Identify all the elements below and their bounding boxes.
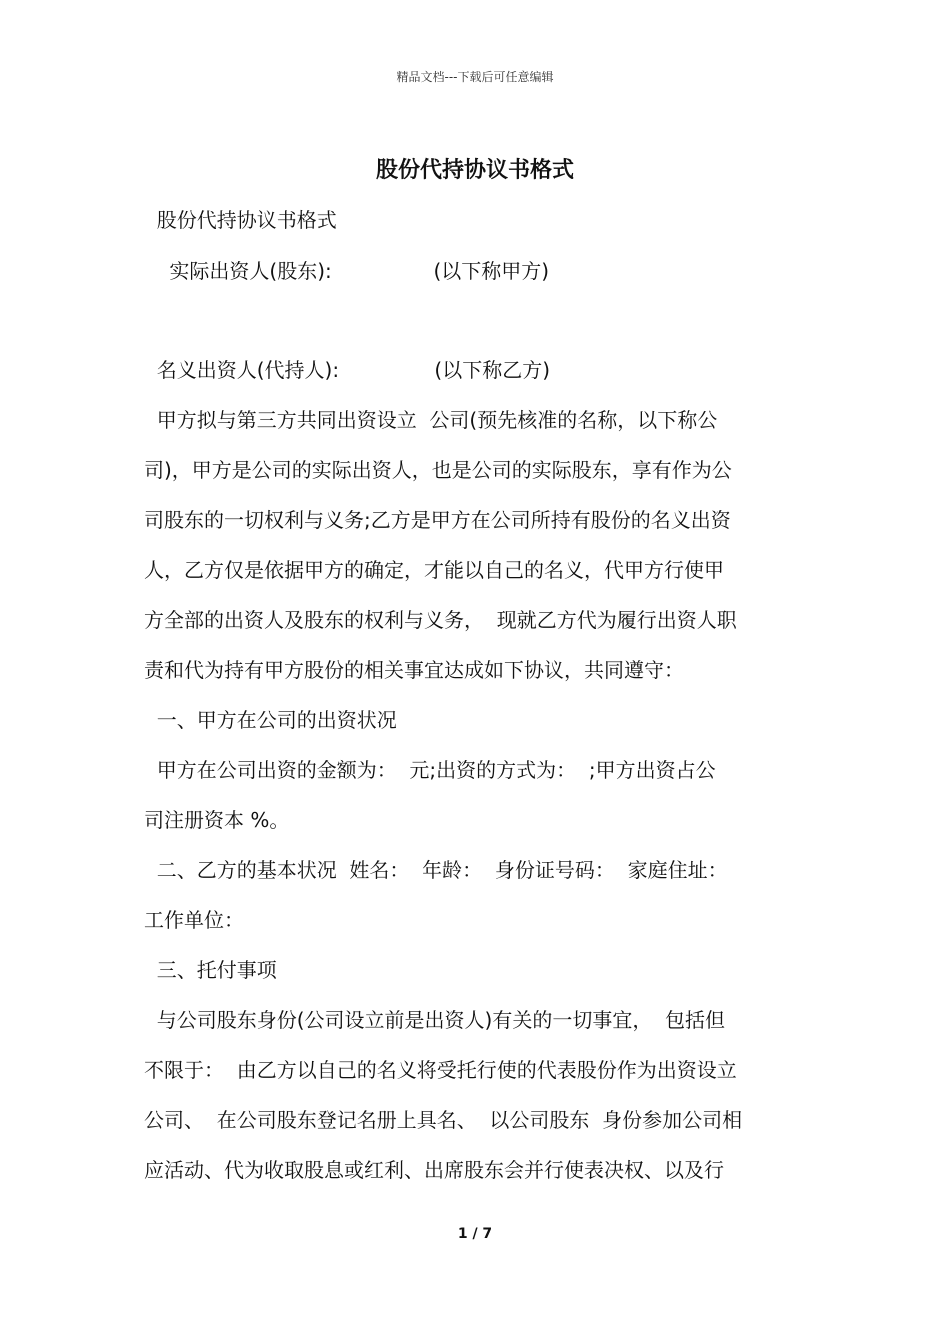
section-heading: 一、甲方在公司的出资状况 bbox=[144, 708, 397, 732]
body-line: 工作单位： bbox=[144, 908, 244, 932]
body-line: 人，乙方仅是依据甲方的确定，才能以自己的名义，代甲方行使甲 bbox=[144, 558, 724, 582]
body-line: 与公司股东身份(公司设立前是出资人)有关的一切事宜， 包括但 bbox=[144, 1008, 726, 1032]
body-line: 责和代为持有甲方股份的相关事宜达成如下协议，共同遵守： bbox=[144, 658, 684, 682]
body-line: 应活动、代为收取股息或红利、出席股东会并行使表决权、以及行 bbox=[144, 1158, 724, 1182]
body-line: 甲方在公司出资的金额为： 元;出资的方式为： ;甲方出资占公 bbox=[144, 758, 716, 782]
page-number: 1 / 7 bbox=[457, 1226, 493, 1242]
body-line: 不限于： 由乙方以自己的名义将受托行使的代表股份作为出资设立 bbox=[144, 1058, 737, 1082]
document-title: 股份代持协议书格式 bbox=[375, 157, 574, 183]
body-line: 实际出资人(股东): (以下称甲方) bbox=[144, 259, 550, 283]
body-line: 名义出资人(代持人): (以下称乙方) bbox=[144, 358, 551, 382]
body-line: 司)，甲方是公司的实际出资人，也是公司的实际股东，享有作为公 bbox=[144, 458, 732, 482]
body-line: 司股东的一切权利与义务;乙方是甲方在公司所持有股份的名义出资 bbox=[144, 508, 731, 532]
body-line: 甲方拟与第三方共同出资设立 公司(预先核准的名称，以下称公 bbox=[144, 408, 718, 432]
body-line: 公司、 在公司股东登记名册上具名、 以公司股东 身份参加公司相 bbox=[144, 1108, 743, 1132]
section-heading: 三、托付事项 bbox=[144, 958, 277, 982]
page-header: 精品文档---下载后可任意编辑 bbox=[396, 70, 554, 84]
body-line: 司注册资本 %。 bbox=[144, 808, 290, 832]
section-heading: 二、乙方的基本状况 姓名： 年龄： 身份证号码： 家庭住址： bbox=[144, 858, 728, 882]
body-line: 股份代持协议书格式 bbox=[144, 208, 337, 232]
body-line: 方全部的出资人及股东的权利与义务， 现就乙方代为履行出资人职 bbox=[144, 608, 737, 632]
